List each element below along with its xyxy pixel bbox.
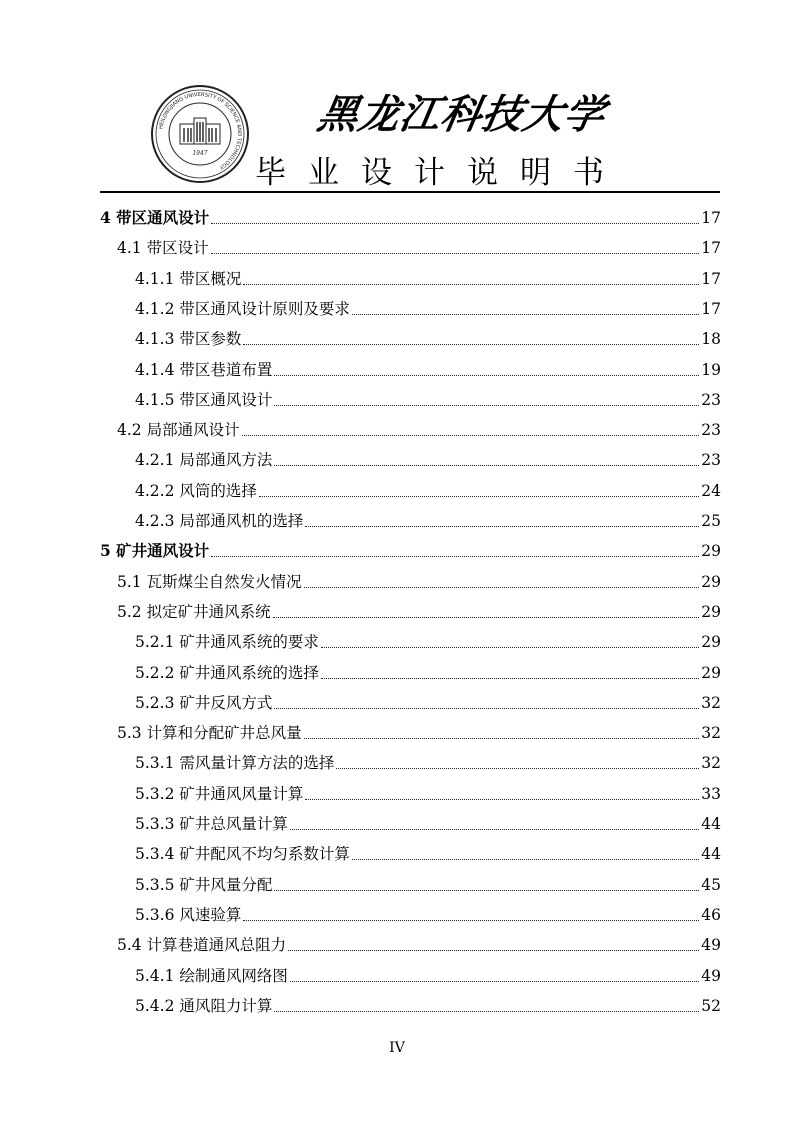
toc-entry-label: 5.3.6 风速验算 <box>135 905 242 924</box>
toc-entry-label: 5.3.4 矿井配风不均匀系数计算 <box>135 845 350 864</box>
toc-entry[interactable] <box>135 380 721 410</box>
toc-entry[interactable] <box>135 986 721 1016</box>
toc-entry[interactable] <box>135 956 721 986</box>
toc-entry-label: 4.1.5 带区通风设计 <box>135 390 273 409</box>
toc-entry-page: 29 <box>701 572 721 591</box>
toc-leader-dots <box>211 223 699 224</box>
header-rule <box>100 191 720 193</box>
page-header <box>0 0 794 200</box>
toc-entry-label: 5.3.3 矿井总风量计算 <box>135 815 288 833</box>
toc-entry-page: 25 <box>701 512 721 530</box>
toc-entry[interactable] <box>135 743 721 773</box>
toc-leader-dots <box>274 465 699 466</box>
toc-entry-page: 18 <box>701 330 721 349</box>
toc-entry-page: 24 <box>701 481 721 500</box>
toc-entry-label: 5.4.2 通风阻力计算 <box>135 996 273 1015</box>
toc-entry-page: 32 <box>701 754 721 773</box>
toc-leader-dots <box>305 799 699 800</box>
toc-entry-label: 4 带区通风设计 <box>100 208 210 227</box>
page-number: IV <box>389 1040 405 1056</box>
toc-entry[interactable] <box>135 471 721 501</box>
toc-entry[interactable] <box>117 228 721 258</box>
toc-leader-dots <box>304 738 700 739</box>
toc-entry-label: 4.1.1 带区概况 <box>135 269 242 288</box>
toc-entry[interactable] <box>135 895 721 925</box>
toc-entry[interactable] <box>100 198 721 228</box>
toc-leader-dots <box>290 829 699 830</box>
toc-entry-label: 5.4.1 绘制通风网络图 <box>135 966 288 985</box>
toc-entry-label: 5 矿井通风设计 <box>100 541 210 561</box>
toc-entry[interactable] <box>135 834 721 864</box>
toc-entry[interactable] <box>135 683 721 713</box>
toc-entry[interactable] <box>117 713 721 743</box>
toc-entry[interactable] <box>135 653 721 683</box>
toc-entry-page: 29 <box>701 542 721 561</box>
toc-entry-page: 17 <box>701 209 721 227</box>
toc-leader-dots <box>211 556 699 557</box>
toc-leader-dots <box>273 617 700 618</box>
toc-leader-dots <box>243 284 699 285</box>
toc-entry-page: 23 <box>701 390 721 409</box>
toc-entry[interactable] <box>135 865 721 895</box>
toc-leader-dots <box>274 1011 699 1012</box>
toc-entry-label: 4.1.2 带区通风设计原则及要求 <box>135 299 350 318</box>
toc-leader-dots <box>242 435 700 436</box>
toc-leader-dots <box>336 768 699 769</box>
toc-entry-label: 4.1 带区设计 <box>117 239 209 258</box>
toc-entry-page: 49 <box>701 936 721 955</box>
toc-entry[interactable] <box>135 622 721 652</box>
toc-entry[interactable] <box>117 925 721 955</box>
toc-entry-label: 4.2.2 风筒的选择 <box>135 481 257 500</box>
university-seal <box>150 84 250 184</box>
toc-entry-page: 44 <box>701 845 721 864</box>
toc-leader-dots <box>274 708 699 709</box>
toc-leader-dots <box>352 859 699 860</box>
toc-entry-label: 5.2.3 矿井反风方式 <box>135 693 273 712</box>
toc-leader-dots <box>352 314 699 315</box>
toc-entry-label: 5.4 计算巷道通风总阻力 <box>117 936 287 955</box>
toc-entry-page: 45 <box>701 875 721 894</box>
toc-entry[interactable] <box>135 350 721 380</box>
toc-leader-dots <box>243 920 699 921</box>
toc-entry[interactable] <box>117 562 721 592</box>
toc-entry-label: 5.1 瓦斯煤尘自然发火情况 <box>117 572 302 591</box>
toc-entry[interactable] <box>135 319 721 349</box>
toc-leader-dots <box>274 890 699 891</box>
toc-entry[interactable] <box>135 501 721 531</box>
toc-entry-page: 33 <box>701 784 721 803</box>
toc-entry-page: 29 <box>701 663 721 682</box>
toc-entry-page: 23 <box>701 421 721 440</box>
seal-text: HEILONGJIANG UNIVERSITY OF SCIENCE AND TECHNOLOGY <box>158 91 243 171</box>
toc-leader-dots <box>290 981 699 982</box>
toc-entry[interactable] <box>135 259 721 289</box>
toc-entry[interactable] <box>135 804 721 834</box>
toc-leader-dots <box>259 496 699 497</box>
toc-entry-label: 5.3.5 矿井风量分配 <box>135 875 273 894</box>
toc-entry-page: 17 <box>701 299 721 318</box>
toc-entry-label: 5.3.2 矿井通风风量计算 <box>135 784 304 803</box>
toc-entry-page: 46 <box>701 905 721 924</box>
toc-entry[interactable] <box>135 440 721 470</box>
toc-entry-label: 5.3 计算和分配矿井总风量 <box>117 724 302 743</box>
toc-leader-dots <box>321 647 699 648</box>
toc-entry-page: 29 <box>701 633 721 652</box>
toc-entry-page: 29 <box>701 602 721 621</box>
toc-entry-label: 4.2.3 局部通风机的选择 <box>135 512 304 530</box>
toc-entry-page: 19 <box>701 360 721 379</box>
toc-entry-page: 32 <box>701 724 721 743</box>
seal-year: 1947 <box>192 150 208 157</box>
toc-entry-label: 4.1.4 带区巷道布置 <box>135 360 273 379</box>
toc-entry[interactable] <box>117 410 721 440</box>
toc-entry-page: 49 <box>701 966 721 985</box>
toc-entry-label: 5.2.1 矿井通风系统的要求 <box>135 633 319 652</box>
document-title: 毕业设计说明书 <box>255 155 626 191</box>
toc-leader-dots <box>274 375 699 376</box>
toc-entry-page: 23 <box>701 451 721 470</box>
toc-entry[interactable] <box>135 289 721 319</box>
toc-entry-page: 17 <box>701 269 721 288</box>
toc-entry-page: 52 <box>701 996 721 1015</box>
toc-leader-dots <box>288 950 699 951</box>
university-name-logo: 黑龙江科技大学 <box>313 91 610 138</box>
toc-leader-dots <box>321 678 699 679</box>
toc-entry-label: 4.2.1 局部通风方法 <box>135 451 273 470</box>
toc-leader-dots <box>304 587 700 588</box>
toc-entry-page: 17 <box>701 239 721 258</box>
toc-entry-label: 4.2 局部通风设计 <box>117 421 240 440</box>
toc-entry-label: 5.2 拟定矿井通风系统 <box>117 602 271 621</box>
toc-leader-dots <box>211 253 700 254</box>
toc-entry-page: 32 <box>701 693 721 712</box>
toc-leader-dots <box>274 405 699 406</box>
toc-entry[interactable] <box>135 774 721 804</box>
toc-leader-dots <box>243 344 699 345</box>
toc-entry-label: 4.1.3 带区参数 <box>135 330 242 349</box>
toc-entry-label: 5.2.2 矿井通风系统的选择 <box>135 663 319 682</box>
toc-leader-dots <box>305 526 699 527</box>
toc-entry-page: 44 <box>701 815 721 833</box>
toc-entry[interactable] <box>117 592 721 622</box>
toc-entry[interactable] <box>100 531 721 561</box>
toc-entry-label: 5.3.1 需风量计算方法的选择 <box>135 754 335 773</box>
